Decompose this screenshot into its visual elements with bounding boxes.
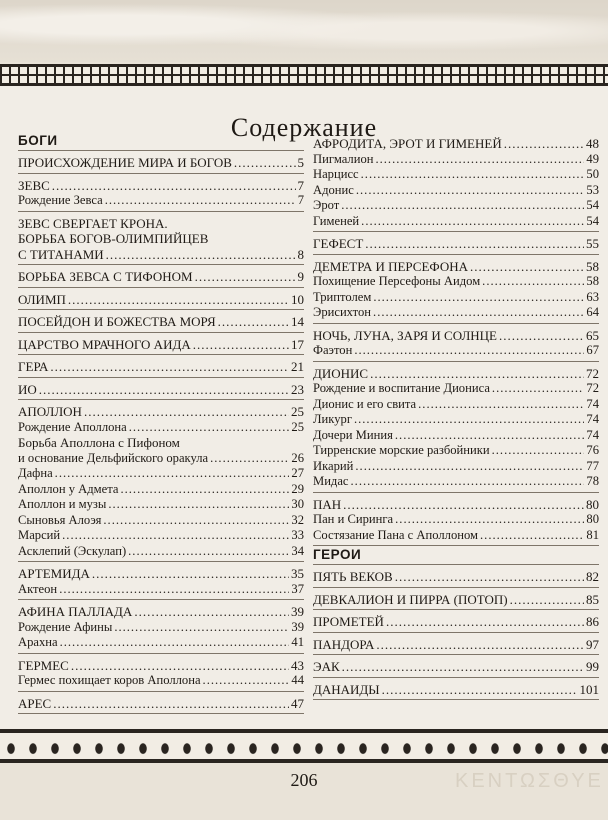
entry-page: 77 (586, 458, 599, 473)
entry-title: Нарцисс (313, 167, 359, 181)
dot-leader (105, 193, 296, 209)
toc-entry-chapter[interactable] (313, 592, 599, 608)
dot-leader (354, 343, 584, 359)
dot-leader (375, 152, 584, 168)
toc-group (313, 132, 599, 231)
entry-page: 74 (586, 427, 599, 442)
toc-entry-subsection[interactable] (313, 381, 599, 397)
divider (313, 699, 599, 700)
entry-title: ПРОИСХОЖДЕНИЕ МИРА И БОГОВ (18, 155, 232, 170)
dot-leader (50, 359, 289, 375)
entry-page: 35 (291, 566, 304, 581)
entry-title: ЭАК (313, 659, 340, 674)
dot-leader (351, 474, 585, 490)
toc-group (313, 565, 599, 587)
entry-title: Гермес похищает коров Аполлона (18, 673, 201, 687)
entry-title: Ликург (313, 412, 352, 426)
entry-page: 54 (586, 213, 599, 228)
toc-entry-chapter[interactable] (313, 682, 599, 698)
toc-entry-chapter[interactable] (313, 637, 599, 653)
toc-group (313, 255, 599, 323)
toc-group (18, 692, 304, 714)
dot-leader (60, 635, 290, 651)
toc-entry-subsection[interactable] (313, 528, 599, 544)
toc-group (313, 232, 599, 254)
entry-title: ЗЕВС (18, 177, 50, 193)
entry-page: 48 (586, 136, 599, 151)
section-heading: БОГИ (18, 133, 58, 148)
entry-page: 67 (586, 343, 599, 357)
entry-title: Рождение Зевса (18, 193, 103, 207)
dot-leader (62, 528, 289, 544)
toc-entry-chapter[interactable] (18, 359, 304, 375)
dot-leader (376, 637, 584, 653)
dot-leader (129, 420, 290, 436)
entry-page: 7 (297, 177, 304, 193)
entry-title: ДЕМЕТРА И ПЕРСЕФОНА (313, 258, 469, 274)
toc-entry-subsection[interactable] (313, 305, 599, 321)
entry-title: Мидас (313, 474, 349, 488)
toc-group (18, 212, 304, 265)
toc-entry-chapter[interactable] (313, 659, 599, 675)
dot-leader (341, 198, 584, 214)
dot-leader (342, 659, 584, 675)
section-heading: ГЕРОИ (313, 547, 362, 562)
entry-title: Сыновья Алоэя (18, 512, 102, 527)
entry-page: 74 (586, 396, 599, 411)
toc-entry-line: Борьба Аполлона с Пифоном (18, 435, 180, 450)
toc-entry-subsection[interactable] (18, 420, 304, 436)
entry-title: ПОСЕЙДОН И БОЖЕСТВА МОРЯ (18, 314, 216, 329)
entry-page: 86 (586, 614, 599, 629)
toc-group (313, 324, 599, 361)
toc-group (18, 378, 304, 400)
toc-entry-chapter[interactable] (18, 292, 304, 308)
toc-entry-subsection[interactable] (313, 397, 599, 413)
dot-leader (71, 658, 289, 674)
dot-leader (480, 528, 584, 544)
dot-leader (395, 512, 584, 528)
entry-page: 49 (586, 151, 599, 166)
dot-leader (128, 544, 289, 560)
dot-leader (373, 290, 584, 306)
dot-leader (361, 214, 584, 230)
entry-page: 29 (291, 481, 304, 496)
dot-leader (382, 682, 578, 698)
dot-leader (55, 466, 290, 482)
toc-entry-subsection[interactable] (18, 620, 304, 636)
entry-page: 63 (586, 289, 599, 304)
entry-title: Фаэтон (313, 343, 353, 357)
entry-page: 50 (586, 167, 599, 181)
toc-entry-chapter[interactable] (313, 497, 599, 513)
toc-entry-subsection[interactable] (313, 343, 599, 359)
entry-page: 54 (586, 198, 599, 212)
entry-page: 43 (291, 657, 304, 673)
entry-title: ОЛИМП (18, 291, 66, 307)
toc-entry-chapter[interactable] (18, 314, 304, 330)
entry-title: ГЕФЕСТ (313, 236, 364, 251)
toc-entry-subsection[interactable] (313, 428, 599, 444)
toc-entry-subsection[interactable] (313, 474, 599, 490)
toc-group (313, 493, 599, 546)
toc-entry-subsection[interactable] (313, 152, 599, 168)
entry-title: Гименей (313, 213, 360, 228)
dot-leader (210, 451, 289, 467)
entry-page: 25 (291, 404, 304, 419)
dot-leader (103, 513, 289, 529)
entry-title: БОРЬБА ЗЕВСА С ТИФОНОМ (18, 269, 193, 284)
toc-entry-chapter[interactable] (18, 404, 304, 420)
entry-page: 26 (291, 450, 304, 465)
toc-entry-chapter[interactable] (18, 604, 304, 620)
entry-page: 7 (297, 193, 304, 207)
entry-title: Тирренские морские разбойники (313, 443, 490, 457)
entry-title: НОЧЬ, ЛУНА, ЗАРЯ И СОЛНЦЕ (313, 327, 497, 343)
dot-leader (59, 582, 289, 598)
dot-leader (504, 136, 584, 152)
toc-group (18, 265, 304, 287)
dot-leader (365, 236, 584, 252)
entry-page: 72 (586, 365, 599, 381)
dot-leader (492, 381, 584, 397)
toc-entry-chapter[interactable] (18, 566, 304, 582)
dot-leader (92, 566, 289, 582)
dot-leader (370, 366, 584, 382)
entry-page: 39 (291, 604, 304, 619)
dot-leader (482, 274, 584, 290)
entry-page: 34 (291, 543, 304, 558)
entry-title: Асклепий (Эскулап) (18, 543, 127, 558)
toc-group (313, 633, 599, 655)
dot-leader (52, 178, 296, 194)
toc-group (18, 654, 304, 691)
toc-entry-subsection[interactable] (18, 528, 304, 544)
dot-leader (68, 292, 289, 308)
toc-entry-line: БОРЬБА БОГОВ-ОЛИМПИЙЦЕВ (18, 231, 209, 246)
entry-title: Актеон (18, 581, 58, 596)
toc-entry-subsection[interactable] (18, 451, 304, 467)
toc-entry-chapter[interactable] (313, 136, 599, 152)
toc-entry-subsection[interactable] (18, 513, 304, 529)
dot-leader (492, 443, 585, 459)
toc-entry-subsection[interactable] (18, 193, 304, 209)
entry-title: АПОЛЛОН (18, 404, 82, 419)
toc-entry-subsection[interactable] (313, 412, 599, 428)
dot-leader (53, 696, 289, 712)
toc-entry-chapter[interactable] (18, 178, 304, 194)
entry-title: Состязание Пана с Аполлоном (313, 527, 479, 542)
entry-page: 21 (291, 359, 304, 374)
toc-entry-subsection[interactable] (18, 482, 304, 498)
dot-leader (120, 482, 289, 498)
entry-title: и основание Дельфийского оракула (18, 450, 209, 465)
toc-group (18, 151, 304, 173)
entry-page: 64 (586, 305, 599, 319)
entry-page: 58 (586, 274, 599, 288)
entry-title: ПРОМЕТЕЙ (313, 614, 384, 629)
toc-group (18, 355, 304, 377)
toc-group (18, 333, 304, 355)
entry-page: 72 (586, 381, 599, 395)
toc-group (18, 310, 304, 332)
dot-leader (234, 155, 296, 171)
toc-entry-subsection[interactable] (313, 274, 599, 290)
toc-group (313, 610, 599, 632)
toc-column-left (18, 132, 304, 714)
dot-leader (84, 404, 289, 420)
entry-page: 5 (297, 155, 304, 170)
page-title: Содержание (230, 113, 378, 143)
dot-leader (355, 459, 584, 475)
toc-entry-chapter[interactable] (313, 328, 599, 344)
divider (18, 713, 304, 714)
entry-title: Адонис (313, 182, 354, 197)
entry-page: 8 (297, 246, 304, 262)
toc-entry-chapter[interactable] (313, 569, 599, 585)
entry-title: ДИОНИС (313, 365, 369, 381)
entry-title: Рождение Аполлона (18, 419, 127, 434)
dot-leader (470, 259, 584, 275)
toc-group (313, 362, 599, 492)
entry-title: Дионис и его свита (313, 396, 417, 411)
toc-group (313, 655, 599, 677)
dot-leader (203, 673, 290, 689)
entry-title: ПЯТЬ ВЕКОВ (313, 569, 393, 584)
entry-title: Марсий (18, 528, 61, 542)
toc-entry-subsection[interactable] (313, 512, 599, 528)
toc-entry-chapter[interactable] (313, 366, 599, 382)
toc-entry-chapter[interactable] (18, 658, 304, 674)
entry-title: Дочери Миния (313, 427, 393, 442)
entry-title: ИО (18, 381, 37, 397)
dot-leader (356, 183, 585, 199)
toc-entry-subsection[interactable] (313, 183, 599, 199)
entry-page: 81 (586, 527, 599, 542)
greek-key-border-top (0, 64, 608, 86)
palmette-border-bottom (0, 729, 608, 763)
toc-entry-chapter[interactable] (18, 696, 304, 712)
entry-title: Эрисихтон (313, 305, 372, 319)
entry-page: 82 (586, 569, 599, 584)
entry-title: ПАНДОРА (313, 636, 375, 652)
watermark-text: ΚΕΝΤΩΣΘΥΕ (455, 770, 604, 792)
dot-leader (361, 167, 585, 183)
entry-page: 85 (586, 591, 599, 607)
toc-entry-subsection[interactable] (313, 167, 599, 183)
toc-group (313, 588, 599, 610)
dot-leader (510, 592, 584, 608)
entry-page: 30 (291, 497, 304, 511)
toc-entry-chapter[interactable] (313, 236, 599, 252)
toc-entry-subsection[interactable] (313, 198, 599, 214)
entry-page: 97 (586, 636, 599, 652)
entry-title: АФРОДИТА, ЭРОТ И ГИМЕНЕЙ (313, 136, 502, 151)
toc-entry-subsection[interactable] (313, 290, 599, 306)
entry-title: Аполлон и музы (18, 497, 107, 511)
entry-title: АФИНА ПАЛЛАДА (18, 604, 133, 619)
dot-leader (108, 497, 289, 513)
entry-page: 80 (586, 512, 599, 526)
dot-leader (39, 382, 289, 398)
entry-title: ДАНАИДЫ (313, 681, 380, 697)
toc-entry-subsection[interactable] (18, 635, 304, 651)
entry-page: 37 (291, 581, 304, 596)
toc-column-right (313, 132, 599, 700)
toc-entry-subsection[interactable] (18, 544, 304, 560)
dot-leader (395, 569, 584, 585)
toc-group (313, 678, 599, 700)
entry-title: ГЕРМЕС (18, 657, 69, 673)
toc-entry-subsection[interactable] (18, 673, 304, 689)
toc-entry-chapter[interactable] (18, 337, 304, 353)
toc-entry-line: ЗЕВС СВЕРГАЕТ КРОНА. (18, 215, 168, 231)
toc-entry-chapter[interactable] (18, 382, 304, 398)
dot-leader (499, 328, 584, 344)
entry-title: Аполлон у Адмета (18, 481, 119, 496)
dot-leader (106, 247, 296, 263)
entry-page: 14 (291, 314, 304, 329)
entry-page: 44 (291, 673, 304, 687)
toc-entry-subsection[interactable] (313, 214, 599, 230)
dot-leader (134, 604, 289, 620)
entry-page: 25 (291, 419, 304, 434)
entry-page: 65 (586, 327, 599, 343)
dot-leader (343, 497, 584, 513)
top-relief-illustration (0, 0, 608, 62)
entry-page: 58 (586, 258, 599, 274)
toc-entry-subsection[interactable] (18, 582, 304, 598)
entry-page: 80 (586, 496, 599, 512)
entry-page: 9 (297, 269, 304, 284)
entry-page: 10 (291, 291, 304, 307)
toc-entry-chapter[interactable] (313, 614, 599, 630)
entry-page: 101 (579, 681, 599, 697)
entry-title: Эрот (313, 198, 340, 212)
entry-page: 74 (586, 412, 599, 426)
toc-entry-subsection[interactable] (313, 459, 599, 475)
dot-leader (395, 428, 585, 444)
dot-leader (193, 337, 289, 353)
toc-group (18, 174, 304, 211)
entry-title: Триптолем (313, 289, 372, 304)
entry-page: 32 (291, 512, 304, 527)
toc-entry-subsection[interactable] (18, 497, 304, 513)
entry-page: 53 (586, 182, 599, 197)
toc-group (18, 600, 304, 653)
entry-title: Рождение Афины (18, 619, 113, 634)
dot-leader (114, 620, 289, 636)
entry-title: АРЕС (18, 695, 52, 711)
toc-entry-chapter[interactable] (313, 259, 599, 275)
toc-entry-chapter[interactable] (18, 269, 304, 285)
dot-leader (218, 314, 289, 330)
entry-title: С ТИТАНАМИ (18, 246, 104, 262)
entry-page: 27 (291, 466, 304, 480)
entry-title: Дафна (18, 466, 53, 480)
entry-title: Арахна (18, 635, 58, 649)
entry-title: Пигмалион (313, 151, 374, 166)
toc-entry-subsection[interactable] (313, 443, 599, 459)
entry-title: ГЕРА (18, 359, 49, 374)
dot-leader (373, 305, 584, 321)
entry-title: АРТЕМИДА (18, 566, 90, 581)
dot-leader (418, 397, 584, 413)
dot-leader (195, 269, 296, 285)
toc-entry-subsection[interactable] (18, 466, 304, 482)
page-number: 206 (290, 770, 318, 790)
entry-title: Икарий (313, 458, 354, 473)
toc-group (18, 288, 304, 310)
entry-title: Пан и Сиринга (313, 512, 394, 526)
dot-leader (354, 412, 584, 428)
entry-page: 78 (586, 474, 599, 488)
entry-page: 33 (291, 528, 304, 542)
entry-title: ЦАРСТВО МРАЧНОГО АИДА (18, 336, 191, 352)
toc-entry-chapter[interactable] (18, 155, 304, 171)
toc-group (18, 562, 304, 599)
entry-title: ДЕВКАЛИОН И ПИРРА (ПОТОП) (313, 591, 508, 607)
entry-title: Рождение и воспитание Диониса (313, 381, 490, 395)
entry-page: 41 (291, 635, 304, 649)
entry-title: ПАН (313, 496, 342, 512)
dot-leader (386, 614, 584, 630)
entry-page: 76 (586, 443, 599, 457)
entry-page: 99 (586, 659, 599, 674)
toc-group (18, 400, 304, 561)
entry-page: 23 (291, 381, 304, 397)
entry-page: 55 (586, 236, 599, 251)
entry-page: 47 (291, 695, 304, 711)
entry-title: Похищение Персефоны Аидом (313, 274, 481, 288)
entry-page: 17 (291, 336, 304, 352)
toc-entry-chapter[interactable] (18, 247, 304, 263)
entry-page: 39 (291, 619, 304, 634)
